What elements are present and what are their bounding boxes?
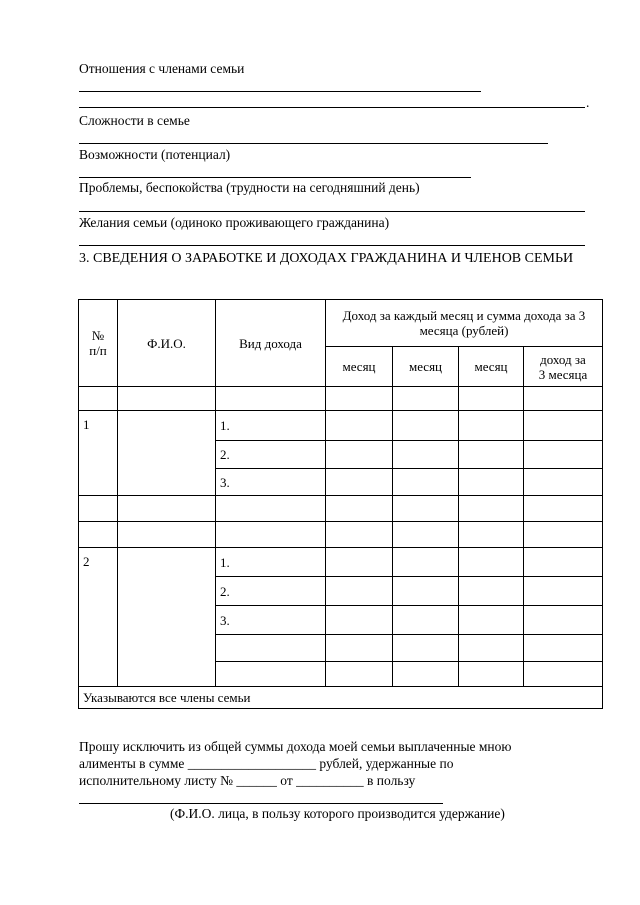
month-cell[interactable] bbox=[326, 606, 393, 635]
month-cell[interactable] bbox=[393, 411, 459, 441]
cell-blank[interactable] bbox=[216, 662, 326, 687]
month-cell[interactable] bbox=[326, 548, 393, 577]
cell-blank[interactable] bbox=[326, 635, 393, 662]
cell-blank bbox=[118, 387, 216, 411]
total-cell[interactable] bbox=[524, 548, 603, 577]
income-table bbox=[78, 299, 603, 709]
cell-blank[interactable] bbox=[393, 387, 459, 411]
month-cell[interactable] bbox=[393, 606, 459, 635]
cell-blank[interactable] bbox=[524, 635, 603, 662]
table-row bbox=[79, 411, 603, 441]
table-row bbox=[79, 548, 603, 577]
cell-blank[interactable] bbox=[216, 635, 326, 662]
month-cell[interactable] bbox=[459, 577, 524, 606]
relations-line-2[interactable] bbox=[79, 107, 585, 108]
table-row bbox=[79, 496, 603, 522]
request-line-1: Прошу исключить из общей суммы дохода моей семьи выплаченные мною bbox=[79, 739, 512, 754]
header-month-2: месяц bbox=[393, 347, 459, 387]
person-1-name[interactable] bbox=[118, 411, 216, 496]
header-income-group: Доход за каждый месяц и сумма дохода за 3 месяца (рублей) bbox=[326, 300, 603, 347]
month-cell[interactable] bbox=[393, 548, 459, 577]
month-cell[interactable] bbox=[393, 441, 459, 469]
cell-blank[interactable] bbox=[524, 662, 603, 687]
cell-blank[interactable] bbox=[459, 522, 524, 548]
cell-blank[interactable] bbox=[459, 662, 524, 687]
difficulties-line[interactable] bbox=[79, 143, 548, 144]
relations-line-1[interactable] bbox=[79, 91, 481, 92]
beneficiary-line[interactable] bbox=[79, 803, 443, 804]
cell-blank[interactable] bbox=[524, 522, 603, 548]
cell-blank[interactable] bbox=[459, 387, 524, 411]
income-item-1[interactable]: 1. bbox=[216, 411, 326, 441]
cell-blank[interactable] bbox=[393, 662, 459, 687]
person-1-number: 1 bbox=[79, 411, 118, 496]
header-month-1: месяц bbox=[326, 347, 393, 387]
month-cell[interactable] bbox=[459, 548, 524, 577]
section-3-heading: 3. СВЕДЕНИЯ О ЗАРАБОТКЕ И ДОХОДАХ ГРАЖДАНИНА И ЧЛЕНОВ СЕМЬИ bbox=[79, 251, 574, 266]
total-cell[interactable] bbox=[524, 469, 603, 496]
cell-blank bbox=[79, 387, 118, 411]
cell-blank[interactable] bbox=[79, 522, 118, 548]
problems-line[interactable] bbox=[79, 211, 585, 212]
header-number-text: № п/п bbox=[89, 328, 107, 358]
person-2-number: 2 bbox=[79, 548, 118, 687]
header-income-type: Вид дохода bbox=[216, 300, 326, 387]
table-row bbox=[79, 522, 603, 548]
total-cell[interactable] bbox=[524, 441, 603, 469]
request-line-2: алименты в сумме ___________________ рублей, удержанные по bbox=[79, 756, 454, 771]
header-total: доход за 3 месяца bbox=[524, 347, 603, 387]
cell-blank[interactable] bbox=[326, 522, 393, 548]
cell-blank[interactable] bbox=[459, 496, 524, 522]
month-cell[interactable] bbox=[459, 411, 524, 441]
month-cell[interactable] bbox=[459, 441, 524, 469]
relations-label: Отношения с членами семьи bbox=[79, 61, 245, 76]
cell-blank[interactable] bbox=[524, 496, 603, 522]
month-cell[interactable] bbox=[459, 606, 524, 635]
cell-blank[interactable] bbox=[459, 635, 524, 662]
total-cell[interactable] bbox=[524, 606, 603, 635]
header-month-3: месяц bbox=[459, 347, 524, 387]
wishes-line[interactable] bbox=[79, 245, 585, 246]
income-item-3[interactable]: 3. bbox=[216, 469, 326, 496]
person-2-name[interactable] bbox=[118, 548, 216, 687]
cell-blank[interactable] bbox=[326, 496, 393, 522]
income-item-3[interactable]: 3. bbox=[216, 606, 326, 635]
month-cell[interactable] bbox=[393, 577, 459, 606]
difficulties-label: Сложности в семье bbox=[79, 113, 190, 128]
cell-blank[interactable] bbox=[524, 387, 603, 411]
cell-blank[interactable] bbox=[79, 496, 118, 522]
cell-blank[interactable] bbox=[326, 387, 393, 411]
total-cell[interactable] bbox=[524, 411, 603, 441]
month-cell[interactable] bbox=[393, 469, 459, 496]
header-name: Ф.И.О. bbox=[118, 300, 216, 387]
cell-blank[interactable] bbox=[216, 496, 326, 522]
month-cell[interactable] bbox=[459, 469, 524, 496]
potential-label: Возможности (потенциал) bbox=[79, 147, 231, 162]
income-item-2[interactable]: 2. bbox=[216, 441, 326, 469]
month-cell[interactable] bbox=[326, 577, 393, 606]
income-item-1[interactable]: 1. bbox=[216, 548, 326, 577]
total-cell[interactable] bbox=[524, 577, 603, 606]
table-note: Указываются все члены семьи bbox=[79, 687, 603, 709]
cell-blank[interactable] bbox=[393, 635, 459, 662]
request-line-3: исполнительному листу № ______ от __________ в пользу bbox=[79, 773, 416, 788]
cell-blank[interactable] bbox=[118, 522, 216, 548]
period-mark: . bbox=[586, 95, 590, 110]
income-item-2[interactable]: 2. bbox=[216, 577, 326, 606]
wishes-label: Желания семьи (одиноко проживающего гражданина) bbox=[79, 215, 390, 230]
cell-blank[interactable] bbox=[393, 522, 459, 548]
cell-blank[interactable] bbox=[216, 522, 326, 548]
cell-blank bbox=[216, 387, 326, 411]
cell-blank[interactable] bbox=[326, 662, 393, 687]
cell-blank[interactable] bbox=[393, 496, 459, 522]
month-cell[interactable] bbox=[326, 469, 393, 496]
cell-blank[interactable] bbox=[118, 496, 216, 522]
month-cell[interactable] bbox=[326, 441, 393, 469]
problems-label: Проблемы, беспокойства (трудности на сегодняшний день) bbox=[79, 180, 420, 195]
month-cell[interactable] bbox=[326, 411, 393, 441]
beneficiary-caption: (Ф.И.О. лица, в пользу которого производится удержание) bbox=[170, 806, 505, 821]
header-number bbox=[79, 300, 118, 387]
potential-line[interactable] bbox=[79, 177, 471, 178]
request-text bbox=[79, 738, 604, 789]
